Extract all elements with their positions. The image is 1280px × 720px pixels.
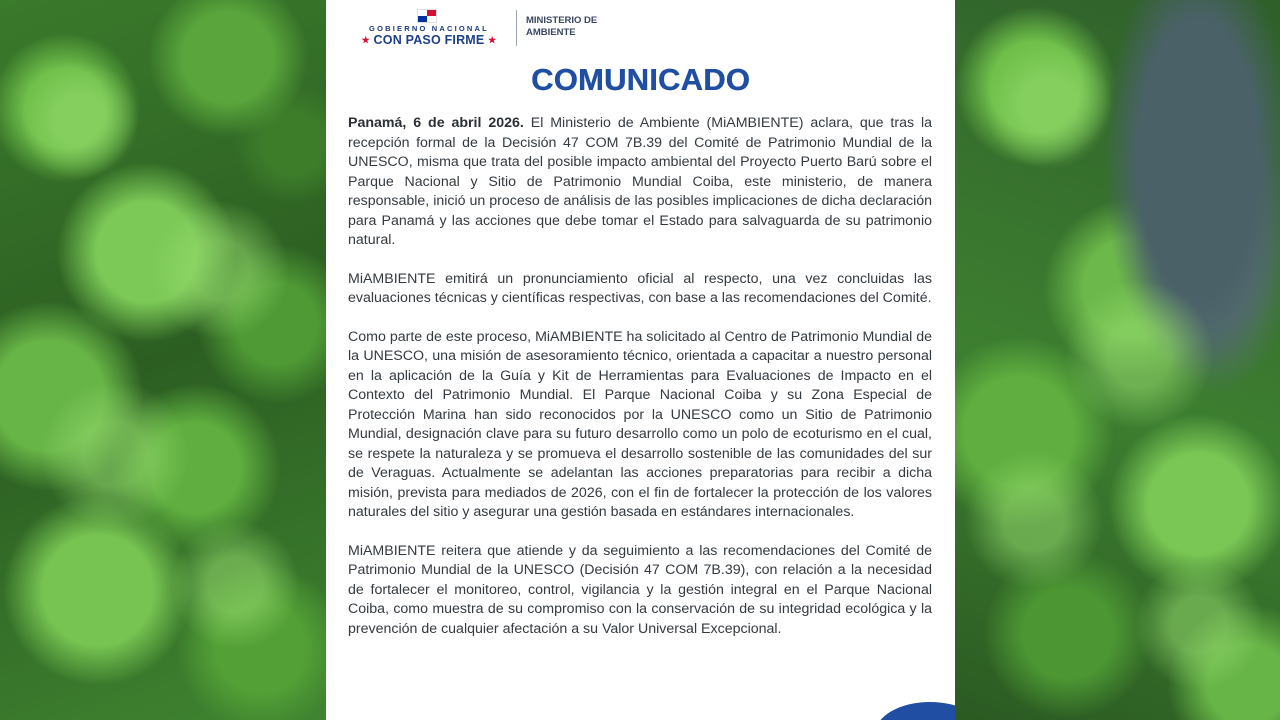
paragraph-2: MiAMBIENTE emitirá un pronunciamiento oficial al respecto, una vez concluidas las evaluaciones técnicas y científicas respectivas, con base a las recomendaciones del Comité. (348, 270, 932, 306)
corner-accent-shape (875, 702, 955, 720)
ministry-logo (526, 15, 597, 39)
communique-body (348, 114, 932, 658)
page-title: COMUNICADO (531, 62, 750, 97)
dateline: Panamá, 6 de abril 2026. (348, 115, 524, 131)
ministry-line1: MINISTERIO DE (526, 15, 598, 26)
gov-logo-line1: GOBIERNO NACIONAL (369, 24, 489, 33)
forest-background-left (0, 0, 326, 720)
logo-divider (516, 10, 517, 46)
communique-document (326, 0, 955, 720)
gov-logo-slogan: CON PASO FIRME (373, 33, 485, 47)
star-icon: ★ (361, 35, 370, 45)
panama-flag-icon (417, 9, 437, 23)
star-icon: ★ (488, 35, 497, 45)
ministry-line2: AMBIENTE (526, 27, 576, 38)
forest-background-right (954, 0, 1280, 720)
paragraph-3: Como parte de este proceso, MiAMBIENTE ha solicitado al Centro de Patrimonio Mundial de la UNESCO, una misión de asesoramiento técnico, orientada a capacitar a nuestro personal en la aplicación de la Guía y Kit de Herramientas para Evaluaciones de Impacto en el Contexto del Patrimonio Mundial. El Parque Nacional Coiba y su Zona Especial de Protección Marina han sido reconocidos por la UNESCO como un Sitio de Patrimonio Mundial, designación clave para su futuro desarrollo como un polo de ecoturismo en el cual, se respete la naturaleza y se promueva el desarrollo sostenible de las comunidades del sur de Veraguas. Actualmente se adelantan las acciones preparatorias para recibir a dicha misión, prevista para mediados de 2026, con el fin de fortalecer la protección de los valores naturales del sitio y asegurar una gestión basada en estándares internacionales. (348, 328, 932, 520)
gov-logo-line2 (350, 33, 508, 47)
paragraph-1 (348, 114, 932, 251)
government-logo (350, 8, 508, 48)
header-logos (350, 8, 650, 48)
paragraph-1-text: El Ministerio de Ambiente (MiAMBIENTE) aclara, que tras la recepción formal de la Decisión 47 COM 7B.39 del Comité de Patrimonio Mundial de la UNESCO, misma que trata del posible impacto ambiental del Proyecto Puerto Barú sobre el Parque Nacional y Sitio de Patrimonio Mundial Coiba, este ministerio, de manera responsable, inició un proceso de análisis de las posibles implicaciones de dicha declaración para Panamá y las acciones que debe tomar el Estado para salvaguarda de su patrimonio natural. (348, 115, 932, 248)
paragraph-4: MiAMBIENTE reitera que atiende y da seguimiento a las recomendaciones del Comité de Patrimonio Mundial de la UNESCO (Decisión 47 COM 7B.39), con relación a la necesidad de fortalecer el monitoreo, control, vigilancia y la gestión integral en el Parque Nacional Coiba, como muestra de su compromiso con la conservación de su integridad ecológica y la prevención de cualquier afectación a su Valor Universal Excepcional. (348, 542, 932, 637)
